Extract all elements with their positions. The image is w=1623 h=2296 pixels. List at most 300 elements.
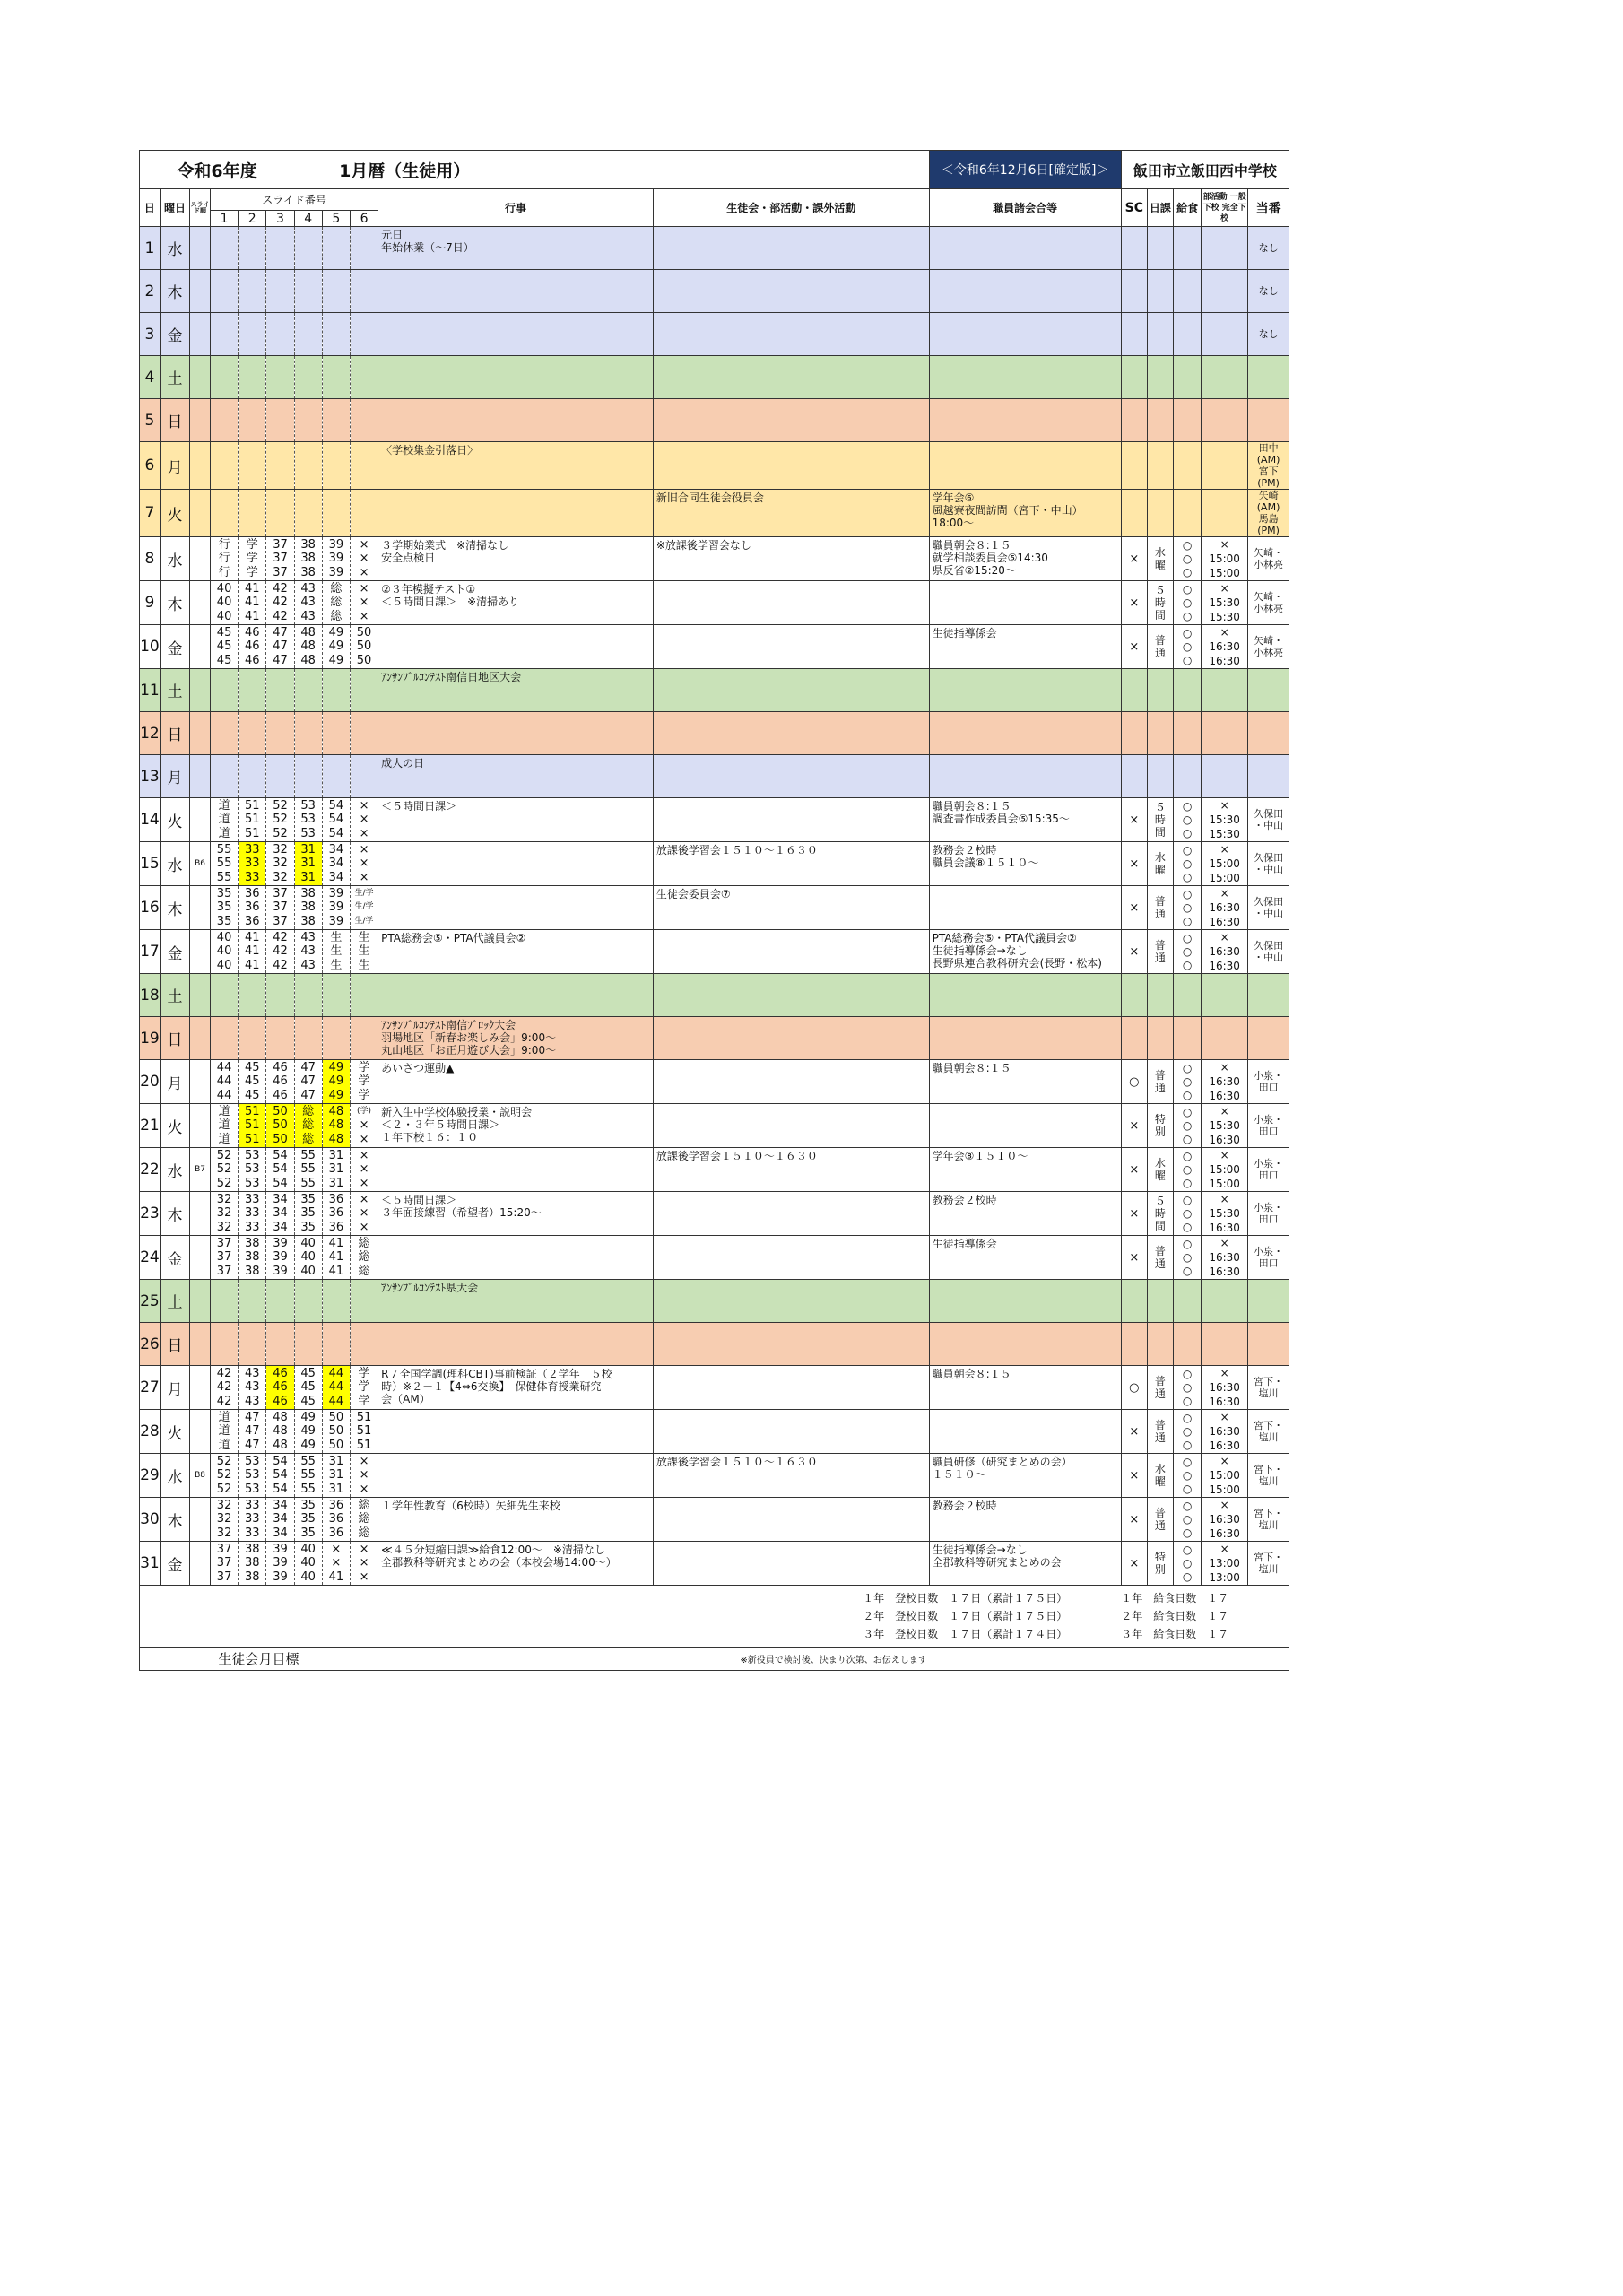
day-of-week: 日 bbox=[160, 712, 189, 755]
nikka-cell-line: 通 bbox=[1154, 1387, 1166, 1400]
slide-number: 道 bbox=[218, 813, 230, 827]
sc-cell: × bbox=[1121, 1192, 1147, 1236]
day-row-18 bbox=[140, 974, 1289, 1017]
bukatsu-cell-line: 15:00 bbox=[1209, 1163, 1240, 1176]
nikka-cell bbox=[1147, 1148, 1173, 1192]
day-number: 20 bbox=[140, 1060, 161, 1104]
slide-number: × bbox=[359, 813, 369, 827]
day-of-week: 木 bbox=[160, 270, 189, 313]
bukatsu-cell-line: 16:30 bbox=[1209, 1425, 1240, 1438]
slide-number: 53 bbox=[244, 1482, 260, 1496]
slide-order bbox=[190, 886, 211, 930]
staff-meeting-cell bbox=[929, 798, 1121, 842]
day-row-13 bbox=[140, 755, 1289, 798]
slide-number: × bbox=[359, 1570, 369, 1584]
staff-meeting-cell bbox=[929, 1280, 1121, 1323]
period-5-slides bbox=[322, 1280, 350, 1323]
nikka-cell-line: 間 bbox=[1154, 826, 1166, 839]
kyushoku-cell-line: ○ bbox=[1182, 1424, 1193, 1438]
attendance-grade-3: ３年 登校日数 １７日（累計１７４日） bbox=[863, 1628, 1068, 1640]
event-cell-line: ②３年模擬テスト① bbox=[381, 583, 476, 596]
slide-number: 生 bbox=[330, 944, 343, 959]
kyushoku-cell-line: ○ bbox=[1182, 1394, 1193, 1407]
student-activity-cell bbox=[653, 625, 929, 669]
slide-number: 45 bbox=[244, 1060, 260, 1074]
slide-number: 53 bbox=[300, 813, 316, 827]
sc-cell bbox=[1121, 270, 1147, 313]
period-6-slides bbox=[350, 1148, 378, 1192]
slide-number: 道 bbox=[218, 826, 230, 840]
bukatsu-cell-line: 16:30 bbox=[1209, 1513, 1240, 1526]
event-cell-line: 新入生中学校体験授業・説明会 bbox=[381, 1106, 533, 1118]
event-cell bbox=[378, 399, 654, 442]
kyushoku-cell-line: ○ bbox=[1182, 1118, 1193, 1132]
slide-number: 32 bbox=[216, 1220, 232, 1234]
slide-number: 31 bbox=[328, 1162, 344, 1177]
slide-number: 34 bbox=[273, 1192, 288, 1206]
period-5-slides bbox=[322, 1060, 350, 1104]
period-3-slides bbox=[266, 798, 294, 842]
sc-cell: × bbox=[1121, 625, 1147, 669]
slide-number: 40 bbox=[216, 958, 232, 972]
slide-number: 総 bbox=[330, 609, 343, 623]
slide-number: 54 bbox=[273, 1162, 288, 1177]
kyushoku-cell bbox=[1173, 1542, 1201, 1586]
touban-cell bbox=[1248, 712, 1289, 755]
sc-cell bbox=[1121, 712, 1147, 755]
staff-meeting-cell-line: 教務会２校時 bbox=[932, 1500, 997, 1512]
period-2-slides bbox=[239, 798, 266, 842]
slide-number: 31 bbox=[300, 857, 316, 871]
slide-order bbox=[190, 755, 211, 798]
bukatsu-cell bbox=[1202, 1236, 1248, 1280]
kyushoku-cell bbox=[1173, 537, 1201, 581]
kyushoku-cell-line: ○ bbox=[1182, 1526, 1193, 1539]
slide-number: 50 bbox=[273, 1104, 288, 1118]
period-6-slides bbox=[350, 886, 378, 930]
day-row-2 bbox=[140, 270, 1289, 313]
staff-meeting-cell-line: 職員会議⑧１５１０〜 bbox=[932, 857, 1039, 869]
slide-number: 32 bbox=[216, 1192, 232, 1206]
event-cell bbox=[378, 1060, 654, 1104]
period-6-slides bbox=[350, 1060, 378, 1104]
student-activity-cell bbox=[653, 399, 929, 442]
kyushoku-cell-line: ○ bbox=[1182, 1074, 1193, 1088]
period-2-slides bbox=[239, 1148, 266, 1192]
period-2-slides bbox=[239, 1454, 266, 1498]
slide-number: × bbox=[359, 1556, 369, 1570]
student-activity-cell bbox=[653, 669, 929, 712]
staff-meeting-cell bbox=[929, 886, 1121, 930]
slide-number: 48 bbox=[300, 625, 316, 639]
period-6-slides bbox=[350, 1410, 378, 1454]
nikka-cell-line: 間 bbox=[1154, 1220, 1166, 1232]
event-cell bbox=[378, 798, 654, 842]
bukatsu-cell bbox=[1202, 755, 1248, 798]
slide-number: 39 bbox=[273, 1570, 288, 1584]
period-6-slides bbox=[350, 625, 378, 669]
bukatsu-cell-line: 15:30 bbox=[1209, 596, 1240, 609]
slide-number: 道 bbox=[218, 798, 230, 813]
slide-number: 36 bbox=[328, 1220, 344, 1234]
period-3-slides bbox=[266, 399, 294, 442]
day-number: 27 bbox=[140, 1366, 161, 1410]
slide-order bbox=[190, 313, 211, 356]
slide-number: 36 bbox=[328, 1526, 344, 1540]
kyushoku-cell bbox=[1173, 842, 1201, 886]
period-2-slides bbox=[239, 1498, 266, 1542]
staff-meeting-cell bbox=[929, 1410, 1121, 1454]
bukatsu-cell-line: × bbox=[1219, 626, 1229, 639]
kyushoku-cell-line: ○ bbox=[1182, 1543, 1193, 1556]
period-1-slides bbox=[210, 712, 238, 755]
event-cell bbox=[378, 886, 654, 930]
slide-number: 50 bbox=[273, 1118, 288, 1133]
period-6-slides bbox=[350, 1323, 378, 1366]
bukatsu-cell bbox=[1202, 798, 1248, 842]
slide-order bbox=[190, 1280, 211, 1323]
slide-number: 51 bbox=[244, 1118, 260, 1133]
slide-number: 40 bbox=[216, 609, 232, 623]
kyushoku-cell bbox=[1173, 1148, 1201, 1192]
period-2-slides bbox=[239, 842, 266, 886]
kyushoku-cell-line: ○ bbox=[1182, 1250, 1193, 1264]
period-6-slides bbox=[350, 490, 378, 537]
touban-cell-line: ・中山 bbox=[1254, 820, 1284, 831]
slide-number: × bbox=[359, 1148, 369, 1162]
bukatsu-cell-line: 16:30 bbox=[1209, 1396, 1240, 1408]
staff-meeting-cell bbox=[929, 1148, 1121, 1192]
kyushoku-cell-line: ○ bbox=[1182, 1570, 1193, 1583]
staff-meeting-cell-line: 職員朝会８:１５ bbox=[932, 539, 1011, 552]
bukatsu-cell-line: 16:30 bbox=[1209, 916, 1240, 928]
event-cell-line: 全郡教科等研究まとめの会（本校会場14:00〜） bbox=[381, 1556, 617, 1569]
slide-number: 49 bbox=[300, 1438, 316, 1452]
bukatsu-cell-line: 15:00 bbox=[1209, 857, 1240, 870]
period-4-slides bbox=[294, 1148, 322, 1192]
nikka-cell bbox=[1147, 669, 1173, 712]
slide-order: B8 bbox=[190, 1454, 211, 1498]
event-cell bbox=[378, 1017, 654, 1060]
day-of-week: 土 bbox=[160, 356, 189, 399]
slide-number: 39 bbox=[273, 1236, 288, 1250]
slide-number: 55 bbox=[216, 857, 232, 871]
day-number: 10 bbox=[140, 625, 161, 669]
slide-number: 36 bbox=[244, 914, 260, 928]
staff-meeting-cell bbox=[929, 669, 1121, 712]
slide-order bbox=[190, 1498, 211, 1542]
slide-number: 36 bbox=[244, 900, 260, 915]
slide-number: 40 bbox=[300, 1264, 316, 1278]
day-of-week: 月 bbox=[160, 1060, 189, 1104]
slide-number: 41 bbox=[244, 944, 260, 959]
footer-goal-row bbox=[140, 1648, 1289, 1671]
student-activity-cell bbox=[653, 442, 929, 490]
touban-cell-line: ・中山 bbox=[1254, 864, 1284, 875]
day-number: 1 bbox=[140, 227, 161, 270]
slide-number: 54 bbox=[273, 1468, 288, 1483]
period-6-slides bbox=[350, 842, 378, 886]
day-number: 17 bbox=[140, 930, 161, 974]
slide-number: × bbox=[359, 1454, 369, 1468]
slide-number: 42 bbox=[273, 958, 288, 972]
event-cell-line: ＜２・３年５時間日課＞ bbox=[381, 1118, 500, 1131]
slide-number: 55 bbox=[216, 870, 232, 884]
kyushoku-cell bbox=[1173, 1017, 1201, 1060]
slide-number: 31 bbox=[328, 1176, 344, 1190]
staff-meeting-cell bbox=[929, 399, 1121, 442]
day-row-5 bbox=[140, 399, 1289, 442]
slide-order bbox=[190, 581, 211, 625]
bukatsu-cell bbox=[1202, 442, 1248, 490]
touban-cell-line: 小林亮 bbox=[1254, 603, 1284, 614]
slide-number: 45 bbox=[300, 1380, 316, 1395]
bukatsu-cell bbox=[1202, 1017, 1248, 1060]
slide-number: 42 bbox=[216, 1394, 232, 1408]
slide-number: 行 bbox=[218, 565, 230, 579]
header-nikka: 日課 bbox=[1147, 189, 1173, 227]
kyushoku-cell bbox=[1173, 1192, 1201, 1236]
event-cell-line: 丸山地区「お正月遊び大会」9:00〜 bbox=[381, 1044, 557, 1057]
nikka-cell-line: 普 bbox=[1154, 1507, 1166, 1519]
staff-meeting-cell-line: 職員研修（研究まとめの会） bbox=[932, 1456, 1072, 1468]
nikka-cell-line: 時 bbox=[1154, 596, 1166, 609]
touban-cell-line: なし bbox=[1258, 328, 1279, 340]
slide-number: 33 bbox=[244, 1526, 260, 1540]
slide-number: 38 bbox=[244, 1556, 260, 1570]
header-kyushoku: 給食 bbox=[1173, 189, 1201, 227]
bukatsu-cell bbox=[1202, 1542, 1248, 1586]
slide-number: × bbox=[331, 1542, 342, 1556]
nikka-cell-line: 通 bbox=[1154, 1257, 1166, 1270]
period-1-slides bbox=[210, 313, 238, 356]
kyushoku-cell-line: ○ bbox=[1182, 870, 1193, 883]
kyushoku-cell-line: ○ bbox=[1182, 1367, 1193, 1380]
bukatsu-cell bbox=[1202, 1060, 1248, 1104]
slide-number: 35 bbox=[300, 1192, 316, 1206]
slide-number: 55 bbox=[216, 842, 232, 857]
touban-cell bbox=[1248, 313, 1289, 356]
slide-number: 49 bbox=[300, 1424, 316, 1439]
period-1-slides bbox=[210, 755, 238, 798]
period-2-slides bbox=[239, 625, 266, 669]
staff-meeting-cell bbox=[929, 1192, 1121, 1236]
period-1-slides bbox=[210, 1060, 238, 1104]
period-2-slides bbox=[239, 442, 266, 490]
nikka-cell bbox=[1147, 537, 1173, 581]
slide-number: 39 bbox=[273, 1556, 288, 1570]
slide-number: 55 bbox=[300, 1482, 316, 1496]
sc-cell: × bbox=[1121, 842, 1147, 886]
slide-number: 36 bbox=[328, 1206, 344, 1221]
day-number: 6 bbox=[140, 442, 161, 490]
student-activity-cell bbox=[653, 1366, 929, 1410]
period-5-slides bbox=[322, 227, 350, 270]
kyushoku-cell bbox=[1173, 581, 1201, 625]
slide-number: 39 bbox=[273, 1264, 288, 1278]
period-6-slides bbox=[350, 755, 378, 798]
event-cell bbox=[378, 1280, 654, 1323]
bukatsu-cell-line: 16:30 bbox=[1209, 1381, 1240, 1394]
header-period-1: 1 bbox=[210, 211, 238, 227]
sc-cell: × bbox=[1121, 1410, 1147, 1454]
kyushoku-cell bbox=[1173, 270, 1201, 313]
bukatsu-cell-line: 15:30 bbox=[1209, 1207, 1240, 1220]
slide-number: 学 bbox=[358, 1060, 370, 1074]
header-sc: SC bbox=[1121, 189, 1147, 227]
slide-number: 34 bbox=[273, 1526, 288, 1540]
kyushoku-cell-line: ○ bbox=[1182, 626, 1193, 639]
slide-number: 35 bbox=[300, 1512, 316, 1526]
sc-cell bbox=[1121, 399, 1147, 442]
kyushoku-cell-line: ○ bbox=[1182, 1162, 1193, 1176]
slide-number: 48 bbox=[300, 653, 316, 667]
event-cell bbox=[378, 490, 654, 537]
slide-number: 39 bbox=[273, 1542, 288, 1556]
day-row-1 bbox=[140, 227, 1289, 270]
day-of-week: 火 bbox=[160, 1104, 189, 1148]
staff-meeting-cell bbox=[929, 1323, 1121, 1366]
period-4-slides bbox=[294, 1060, 322, 1104]
slide-number: 42 bbox=[273, 596, 288, 610]
day-row-14 bbox=[140, 798, 1289, 842]
slide-number: 総 bbox=[358, 1236, 370, 1250]
lunch-grade-3: ３年 給食日数 １７ bbox=[1121, 1628, 1229, 1640]
period-1-slides bbox=[210, 1323, 238, 1366]
day-of-week: 金 bbox=[160, 930, 189, 974]
day-row-26 bbox=[140, 1323, 1289, 1366]
event-cell-line: ｱﾝｻﾝﾌﾞﾙｺﾝﾃｽﾄ南信日地区大会 bbox=[381, 671, 522, 683]
touban-cell-line: 久保田 bbox=[1254, 852, 1284, 864]
slide-number: 40 bbox=[300, 1570, 316, 1584]
day-row-19 bbox=[140, 1017, 1289, 1060]
staff-meeting-cell bbox=[929, 537, 1121, 581]
student-activity-cell bbox=[653, 1542, 929, 1586]
event-cell bbox=[378, 1236, 654, 1280]
slide-number: 33 bbox=[244, 857, 260, 871]
version-label: ＜令和6年12月6日[確定版]＞ bbox=[929, 151, 1121, 189]
period-4-slides bbox=[294, 974, 322, 1017]
kyushoku-cell-line: ○ bbox=[1182, 1105, 1193, 1118]
slide-number: 45 bbox=[216, 625, 232, 639]
slide-number: 39 bbox=[328, 552, 344, 566]
bukatsu-cell bbox=[1202, 1498, 1248, 1542]
slide-number: (学) bbox=[357, 1106, 372, 1116]
slide-number: 35 bbox=[216, 900, 232, 915]
day-number: 22 bbox=[140, 1148, 161, 1192]
touban-cell bbox=[1248, 1366, 1289, 1410]
kyushoku-cell bbox=[1173, 1280, 1201, 1323]
staff-meeting-cell-line: 18:00〜 bbox=[932, 517, 975, 529]
event-cell-line: １年下校１６：１０ bbox=[381, 1131, 479, 1144]
period-1-slides bbox=[210, 270, 238, 313]
slide-number: 43 bbox=[300, 958, 316, 972]
student-activity-cell bbox=[653, 1017, 929, 1060]
slide-number: 48 bbox=[328, 1104, 344, 1118]
slide-number: 55 bbox=[300, 1148, 316, 1162]
slide-number: 47 bbox=[244, 1410, 260, 1424]
slide-number: 38 bbox=[300, 565, 316, 579]
bukatsu-cell-line: 16:30 bbox=[1209, 1090, 1240, 1102]
day-number: 29 bbox=[140, 1454, 161, 1498]
slide-number: 40 bbox=[300, 1250, 316, 1265]
period-6-slides bbox=[350, 399, 378, 442]
bukatsu-cell bbox=[1202, 581, 1248, 625]
period-3-slides bbox=[266, 581, 294, 625]
slide-order bbox=[190, 1060, 211, 1104]
touban-cell-line: 小泉・ bbox=[1254, 1114, 1284, 1126]
slide-number: 51 bbox=[244, 798, 260, 813]
period-5-slides bbox=[322, 1236, 350, 1280]
bukatsu-cell-line: 16:30 bbox=[1209, 1134, 1240, 1146]
day-of-week: 水 bbox=[160, 1148, 189, 1192]
slide-number: 46 bbox=[273, 1366, 288, 1380]
student-activity-cell bbox=[653, 1498, 929, 1542]
slide-number: 47 bbox=[273, 625, 288, 639]
day-of-week: 水 bbox=[160, 227, 189, 270]
bukatsu-cell bbox=[1202, 1148, 1248, 1192]
bukatsu-cell bbox=[1202, 1280, 1248, 1323]
slide-number: 39 bbox=[273, 1250, 288, 1265]
kyushoku-cell-line: ○ bbox=[1182, 596, 1193, 609]
staff-meeting-cell bbox=[929, 356, 1121, 399]
bukatsu-cell bbox=[1202, 930, 1248, 974]
period-3-slides bbox=[266, 1366, 294, 1410]
slide-number: 38 bbox=[244, 1236, 260, 1250]
slide-number: × bbox=[359, 552, 369, 566]
slide-number: 50 bbox=[328, 1438, 344, 1452]
period-1-slides bbox=[210, 1192, 238, 1236]
nikka-cell-line: 時 bbox=[1154, 1207, 1166, 1220]
period-3-slides bbox=[266, 1323, 294, 1366]
touban-cell bbox=[1248, 1454, 1289, 1498]
period-4-slides bbox=[294, 669, 322, 712]
slide-number: 31 bbox=[328, 1482, 344, 1496]
day-row-8 bbox=[140, 537, 1289, 581]
nikka-cell bbox=[1147, 442, 1173, 490]
slide-number: 50 bbox=[273, 1132, 288, 1146]
bukatsu-cell-line: 15:00 bbox=[1209, 1469, 1240, 1482]
slide-number: 道 bbox=[218, 1118, 230, 1133]
kyushoku-cell-line: ○ bbox=[1182, 582, 1193, 596]
slide-number: 52 bbox=[216, 1176, 232, 1190]
slide-number: 47 bbox=[300, 1088, 316, 1102]
day-row-11 bbox=[140, 669, 1289, 712]
bukatsu-cell-line: × bbox=[1219, 1367, 1229, 1379]
slide-number: 47 bbox=[244, 1424, 260, 1439]
period-1-slides bbox=[210, 1236, 238, 1280]
period-6-slides bbox=[350, 712, 378, 755]
period-4-slides bbox=[294, 537, 322, 581]
slide-number: 37 bbox=[216, 1264, 232, 1278]
kyushoku-cell bbox=[1173, 1454, 1201, 1498]
staff-meeting-cell-line: 学年会⑥ bbox=[932, 491, 975, 504]
slide-number: 総 bbox=[302, 1118, 315, 1133]
slide-number: 39 bbox=[328, 537, 344, 552]
touban-cell-line: (PM) bbox=[1257, 477, 1280, 489]
bukatsu-cell-line: × bbox=[1219, 1543, 1229, 1555]
slide-number: 学 bbox=[358, 1366, 370, 1380]
slide-number: 総 bbox=[358, 1250, 370, 1265]
touban-cell bbox=[1248, 1542, 1289, 1586]
day-number: 3 bbox=[140, 313, 161, 356]
period-6-slides bbox=[350, 356, 378, 399]
kyushoku-cell-line: ○ bbox=[1182, 944, 1193, 958]
period-6-slides bbox=[350, 1542, 378, 1586]
nikka-cell-line: 普 bbox=[1154, 1419, 1166, 1431]
slide-number: × bbox=[359, 1220, 369, 1234]
header-row-1 bbox=[140, 189, 1289, 211]
